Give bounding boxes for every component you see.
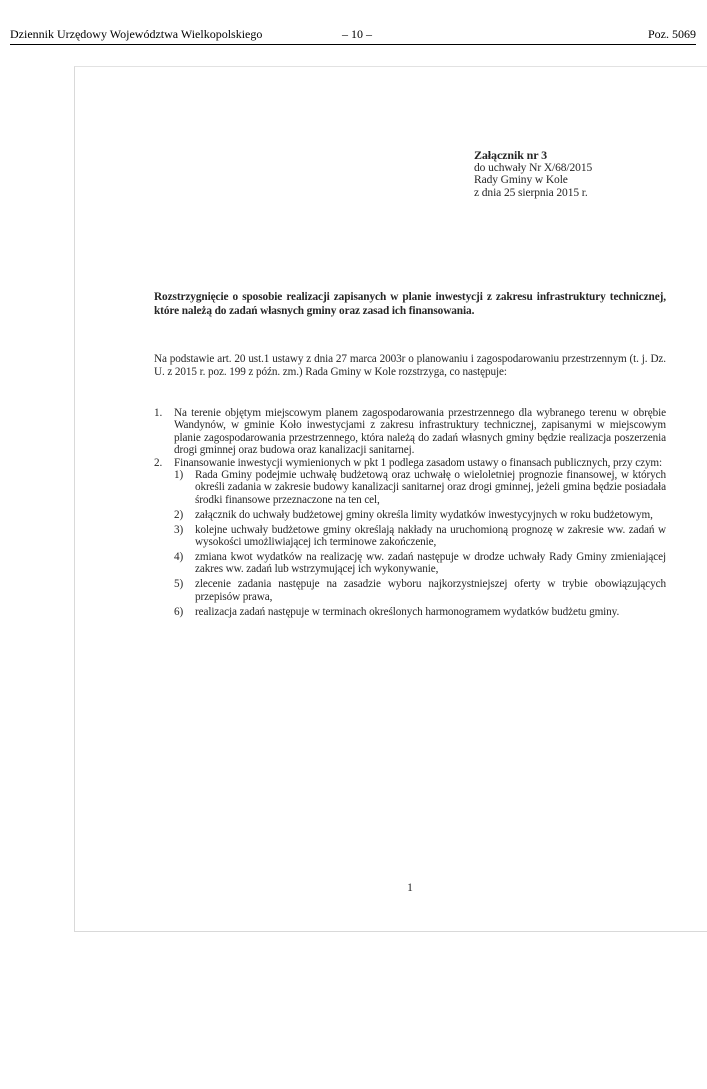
attachment-date: z dnia 25 sierpnia 2015 r. — [474, 186, 588, 199]
attachment-title: Załącznik nr 3 — [474, 148, 548, 162]
sublist-item-text: zmiana kwot wydatków na realizację ww. zadań następuje w drodze uchwały Rady Gminy zmieniającej zakres ww. zadań lub wstrzymującej ich wykonywanie, — [195, 550, 666, 576]
list-item-text: Na terenie objętym miejscowym planem zagospodarowania przestrzennego dla wybranego terenu w obrębie Wandynów, w gminie Koło inwestycjami z zakresu infrastruktury technicznej, zapisanymi w miejscowym planie zagospodarowania przestrzennego, która należą do zadań własnych gminy będzie realizacja poszerzenia drogi gminnej oraz budowa oraz kanalizacji sanitarnej. — [174, 407, 666, 457]
sublist-item-number: 4) — [174, 550, 184, 563]
list-item-text: Finansowanie inwestycji wymienionych w pkt 1 podlega zasadom ustawy o finansach publicznych, przy czym: — [174, 456, 663, 469]
list-item-number: 1. — [154, 407, 163, 419]
document-title: Rozstrzygnięcie o sposobie realizacji zapisanych w planie inwestycji z zakresu infrastruktury technicznej, które należą do zadań własnych gminy oraz zasad ich finansowania. — [154, 291, 666, 317]
sublist-item-text: zlecenie zadania następuje na zasadzie wyboru najkorzystniejszej oferty w trybie obowiązujących przepisów prawa, — [195, 578, 666, 603]
sublist-item-text: załącznik do uchwały budżetowej gminy określa limity wydatków inwestycyjnych w roku budżetowym, — [195, 508, 653, 521]
journal-header — [10, 26, 696, 42]
sublist-item-text: Rada Gminy podejmie uchwałę budżetową oraz uchwałę o wieloletniej prognozie finansowej, w których określi zadania w zakresie budowy kanalizacji sanitarnej oraz drogi gminnej, jeżeli gmina będzie posiadała środki finansowe przeznaczone na ten cel, — [195, 469, 666, 506]
list-item — [154, 407, 666, 457]
journal-page-number: – 10 – — [342, 27, 372, 41]
header-divider — [10, 44, 696, 45]
financing-sublist — [154, 469, 666, 618]
attachment-block — [474, 149, 674, 199]
journal-position: Poz. 5069 — [648, 27, 696, 41]
sublist-item — [154, 469, 666, 506]
sublist-item-text: kolejne uchwały budżetowe gminy określają nakłady na uruchomioną prognozę w zakresie ww. zadań w wysokości umożliwiającej ich terminowe zakończenie, — [195, 523, 666, 549]
list-item — [154, 457, 666, 469]
journal-title: Dziennik Urzędowy Województwa Wielkopolskiego — [10, 27, 263, 41]
sublist-item — [154, 509, 666, 521]
sublist-item-number: 2) — [174, 508, 184, 521]
intro-paragraph: Na podstawie art. 20 ust.1 ustawy z dnia 27 marca 2003r o planowaniu i zagospodarowaniu przestrzennym (t. j. Dz. U. z 2015 r. poz. 199 z późn. zm.) Rada Gminy w Kole rozstrzyga, co następuje: — [154, 353, 666, 379]
sublist-item — [154, 524, 666, 549]
attachment-council: Rady Gminy w Kole — [474, 174, 568, 186]
sublist-item — [154, 606, 666, 618]
sublist-item-text: realizacja zadań następuje w terminach określonych harmonogramem wydatków budżetu gminy. — [195, 605, 620, 618]
resolution-list — [154, 407, 666, 621]
sublist-item-number: 5) — [174, 578, 184, 591]
sublist-item-number: 3) — [174, 523, 184, 536]
sublist-item — [154, 551, 666, 576]
sublist-item — [154, 578, 666, 603]
list-item-number: 2. — [154, 456, 163, 469]
attachment-resolution: do uchwały Nr X/68/2015 — [474, 161, 593, 174]
sublist-item-number: 1) — [174, 469, 184, 482]
scan-page-number: 1 — [407, 882, 413, 894]
sublist-item-number: 6) — [174, 605, 184, 618]
